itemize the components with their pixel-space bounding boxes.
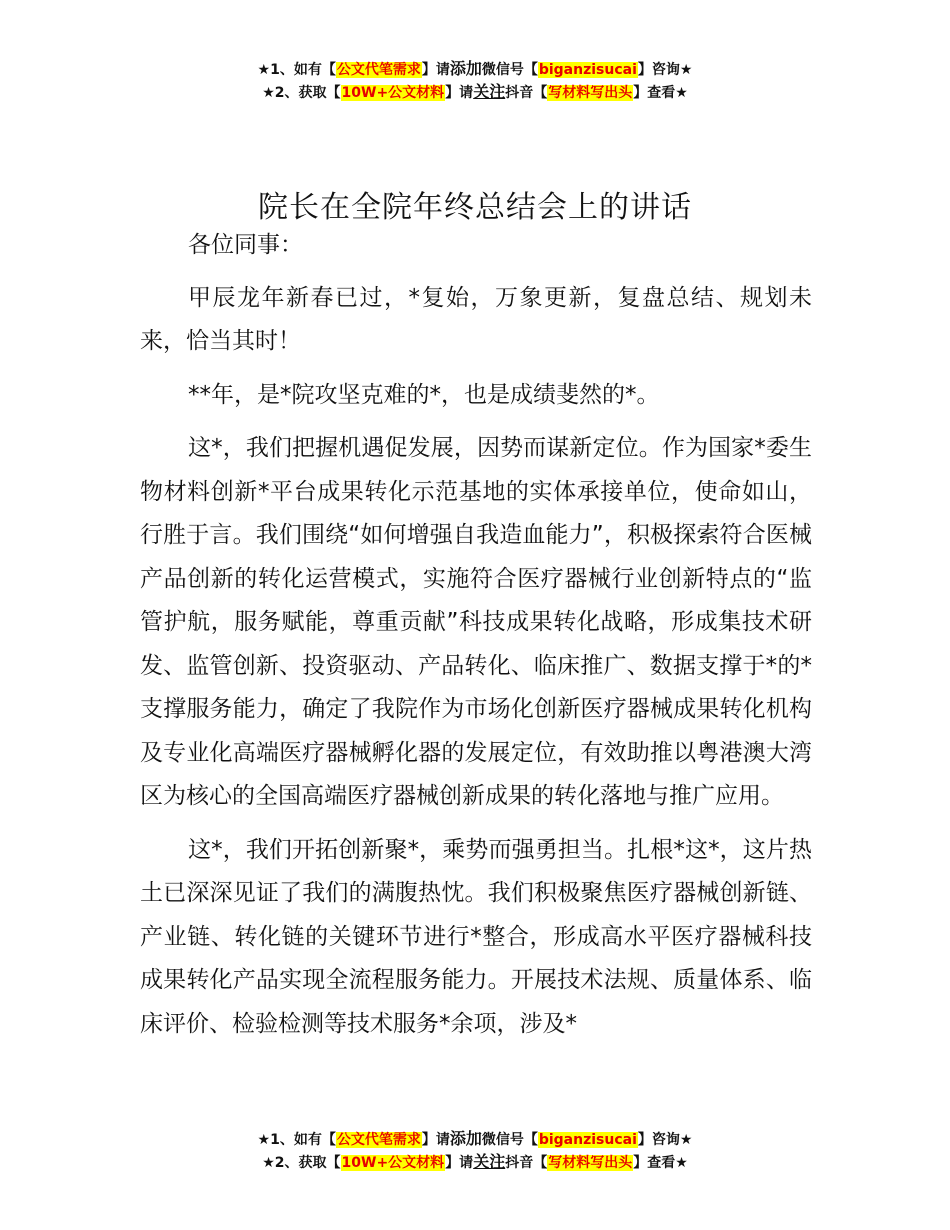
promo-text: 抖音【 xyxy=(505,1155,548,1171)
promo-text: ★2、获取【 xyxy=(262,1155,341,1171)
promo-text: ★1、如有【 xyxy=(257,1132,336,1148)
promo-emphasis: 添加 xyxy=(449,59,482,78)
promo-text: 】请 xyxy=(445,1155,474,1171)
promo-emphasis: 关注 xyxy=(473,82,506,101)
bottom-promo-line-2 xyxy=(0,1151,950,1174)
promo-highlight-douyin: 写材料写出头 xyxy=(548,1155,633,1171)
body-paragraph: 这*，我们开拓创新聚*，乘势而强勇担当。扎根*这*，这片热土已深深见证了我们的满腹热忱。我们积极聚焦医疗器械创新链、产业链、转化链的关键环节进行*整合，形成高水平医疗器械科技成果转化产品实现全流程服务能力。开展技术法规、质量体系、临床评价、检验检测等技术服务*余项，涉及* xyxy=(140,836,812,1037)
promo-text: 】查看★ xyxy=(633,1155,688,1171)
promo-text: 】咨询★ xyxy=(637,62,693,78)
top-promo-banner xyxy=(0,58,950,104)
body-paragraph: **年，是*院攻坚克难的*，也是成绩斐然的*。 xyxy=(188,381,660,408)
bottom-promo-banner xyxy=(0,1128,950,1174)
promo-text: 微信号【 xyxy=(481,1132,538,1148)
top-promo-line-1 xyxy=(0,58,950,81)
promo-text: 】请 xyxy=(445,85,474,101)
top-promo-line-2 xyxy=(0,81,950,104)
body-paragraph: 这*，我们把握机遇促发展，因势而谋新定位。作为国家*委生物材料创新*平台成果转化示范基地的实体承接单位，使命如山，行胜于言。我们围绕“如何增强自我造血能力”，积极探索符合医械产品创新的转化运营模式，实施符合医疗器械行业创新特点的“监管护航，服务赋能，尊重贡献”科技成果转化战略，形成集技术研发、监管创新、投资驱动、产品转化、临床推广、数据支撑于*的*支撑服务能力，确定了我院作为市场化创新医疗器械成果转化机构及专业化高端医疗器械孵化器的发展定位，有效助推以粤港澳大湾区为核心的全国高端医疗器械创新成果的转化落地与推广应用。 xyxy=(140,435,812,809)
promo-highlight: 10W+公文材料 xyxy=(341,85,445,101)
promo-text: 微信号【 xyxy=(481,62,538,78)
promo-highlight-wechat-id: biganzisucai xyxy=(538,1132,637,1148)
document-body xyxy=(140,224,812,1056)
promo-text: 】请 xyxy=(421,62,450,78)
promo-text: 】请 xyxy=(421,1132,450,1148)
promo-highlight: 公文代笔需求 xyxy=(336,1132,421,1148)
salutation-paragraph: 各位同事： xyxy=(188,232,303,258)
promo-highlight: 10W+公文材料 xyxy=(341,1155,445,1171)
document-title: 院长在全院年终总结会上的讲话 xyxy=(258,190,692,226)
promo-emphasis: 添加 xyxy=(449,1129,482,1148)
body-paragraph: 甲辰龙年新春已过，*复始，万象更新，复盘总结、规划未来，恰当其时！ xyxy=(140,284,812,354)
promo-highlight-wechat-id: biganzisucai xyxy=(538,62,637,78)
promo-text: ★1、如有【 xyxy=(257,62,336,78)
promo-highlight-douyin: 写材料写出头 xyxy=(548,85,633,101)
promo-text: 】查看★ xyxy=(633,85,688,101)
promo-highlight: 公文代笔需求 xyxy=(336,62,421,78)
bottom-promo-line-1 xyxy=(0,1128,950,1151)
promo-text: 抖音【 xyxy=(505,85,548,101)
promo-emphasis: 关注 xyxy=(473,1152,506,1171)
promo-text: 】咨询★ xyxy=(637,1132,693,1148)
promo-text: ★2、获取【 xyxy=(262,85,341,101)
